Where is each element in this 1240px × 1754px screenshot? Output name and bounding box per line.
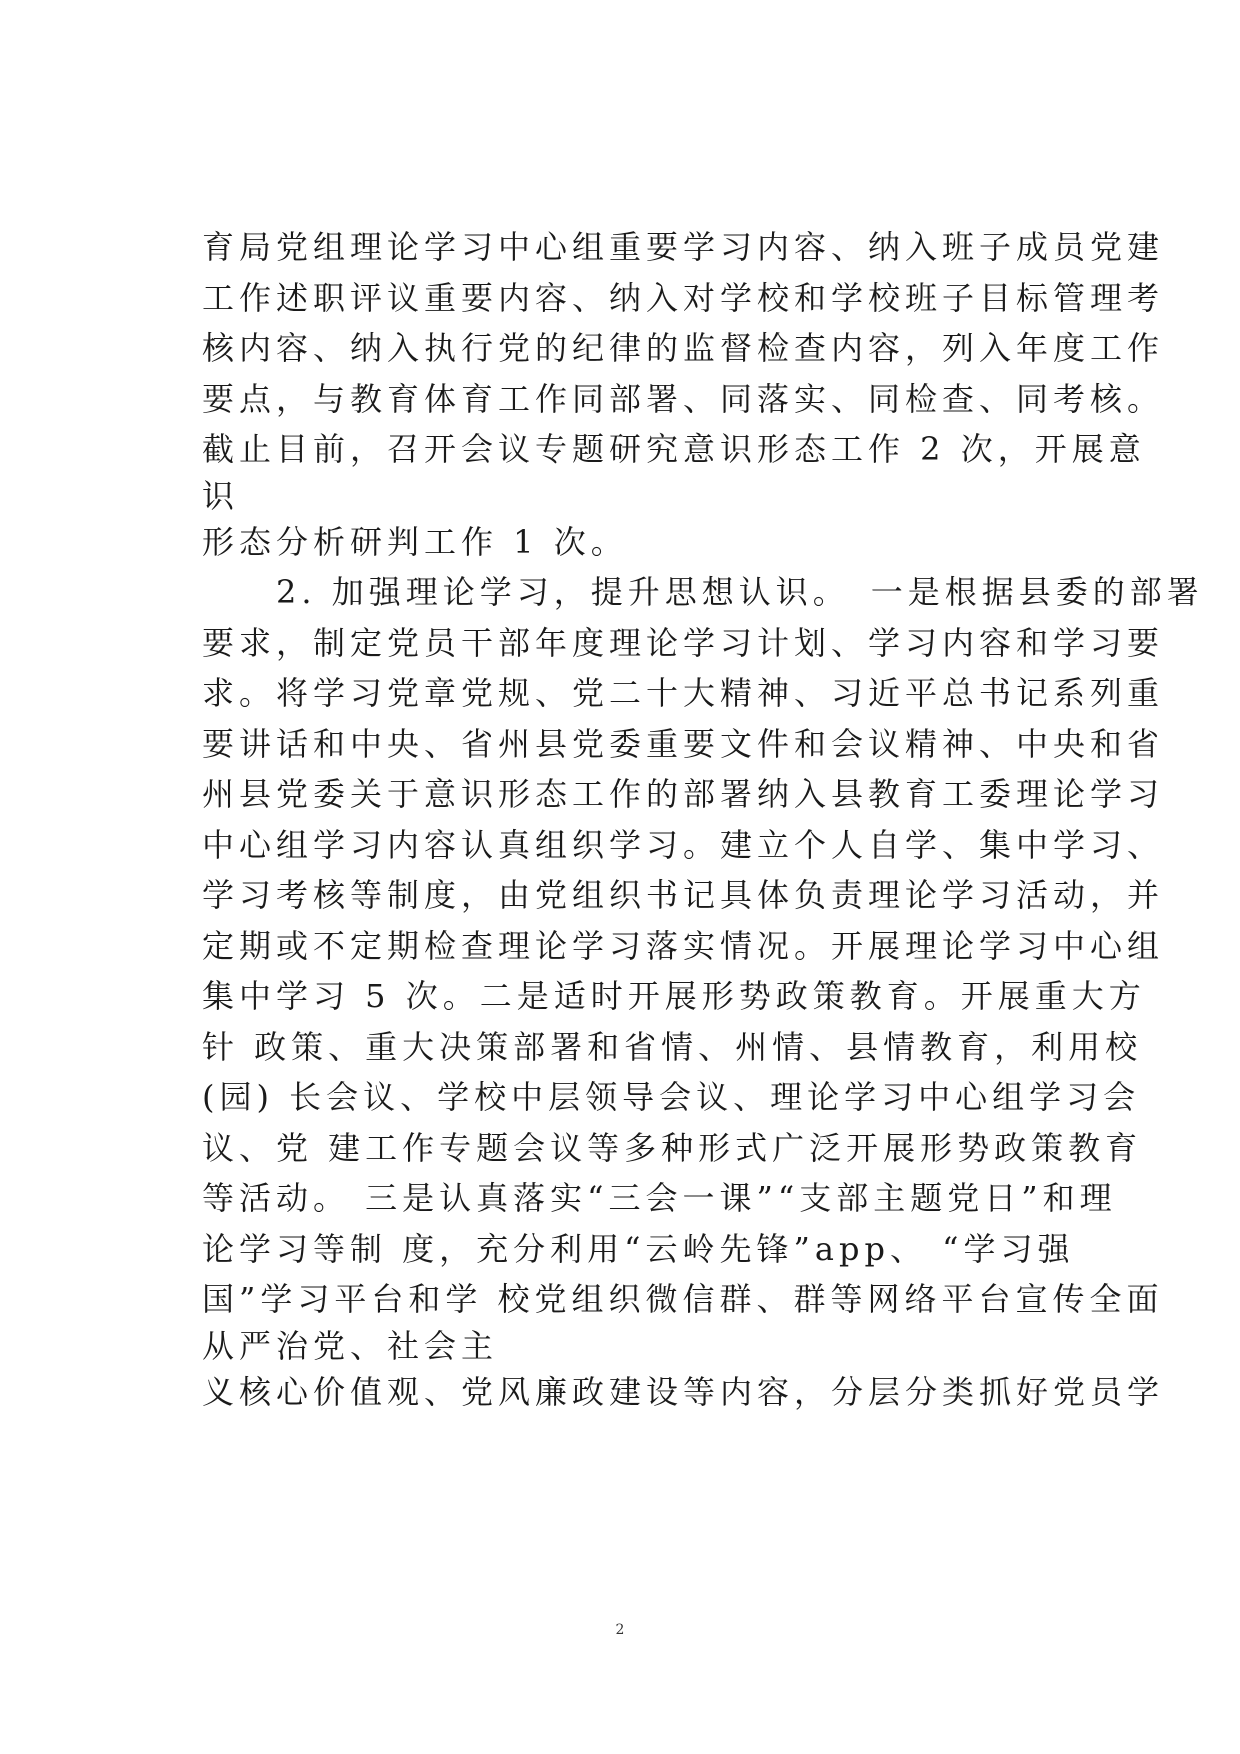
text-line: 2. 加强理论学习，提升思想认识。 一是根据县委的部署 [202, 573, 1204, 611]
text-line: 针 政策、重大决策部署和省情、州情、县情教育，利用校 [202, 1027, 1143, 1066]
page-number: 2 [615, 1622, 625, 1638]
text-line: 学习考核等制度，由党组织书记具体负责理论学习活动，并 [202, 876, 1165, 914]
text-line: 工作述职评议重要内容、纳入对学校和学校班子目标管理考 [202, 278, 1165, 317]
text-line: 从严治党、社会主 [202, 1326, 499, 1365]
text-line: 要讲话和中央、省州县党委重要文件和会议精神、中央和省 [202, 724, 1165, 763]
body-text [202, 222, 1204, 1417]
text-line: 定期或不定期检查理论学习落实情况。开展理论学习中心组 [202, 926, 1165, 965]
text-line: 议、党 建工作专题会议等多种形式广泛开展形势政策教育 [202, 1128, 1143, 1167]
text-line: 论学习等制 度，充分利用“云岭先锋”app、 “学习强 [202, 1229, 1075, 1268]
text-line: 集中学习 5 次。二是适时开展形势政策教育。开展重大方 [202, 977, 1146, 1015]
text-line: 国”学习平台和学 校党组织微信群、群等网络平台宣传全面 [202, 1280, 1164, 1318]
text-line: 要求，制定党员干部年度理论学习计划、学习内容和学习要 [202, 623, 1165, 662]
text-line: 中心组学习内容认真组织学习。建立个人自学、集中学习、 [202, 825, 1165, 864]
text-line: 求。将学习党章党规、党二十大精神、习近平总书记系列重 [202, 674, 1165, 712]
text-line: 等活动。 三是认真落实“三会一课”“支部主题党日”和理 [202, 1179, 1117, 1217]
text-line: 要点，与教育体育工作同部署、同落实、同检查、同考核。 [202, 379, 1165, 418]
text-line: 核内容、纳入执行党的纪律的监督检查内容，列入年度工作 [202, 329, 1165, 367]
text-line: 育局党组理论学习中心组重要学习内容、纳入班子成员党建 [202, 228, 1165, 266]
text-line: 州县党委关于意识形态工作的部署纳入县教育工委理论学习 [202, 775, 1165, 813]
text-line: (园) 长会议、学校中层领导会议、理论学习中心组学习会 [202, 1078, 1141, 1116]
text-line: 形态分析研判工作 1 次。 [202, 522, 628, 561]
text-line: 截止目前，召开会议专题研究意识形态工作 2 次，开展意 [202, 430, 1146, 468]
text-line: 识 [202, 476, 240, 515]
text-line: 义核心价值观、党风廉政建设等内容，分层分类抓好党员学 [202, 1372, 1165, 1411]
